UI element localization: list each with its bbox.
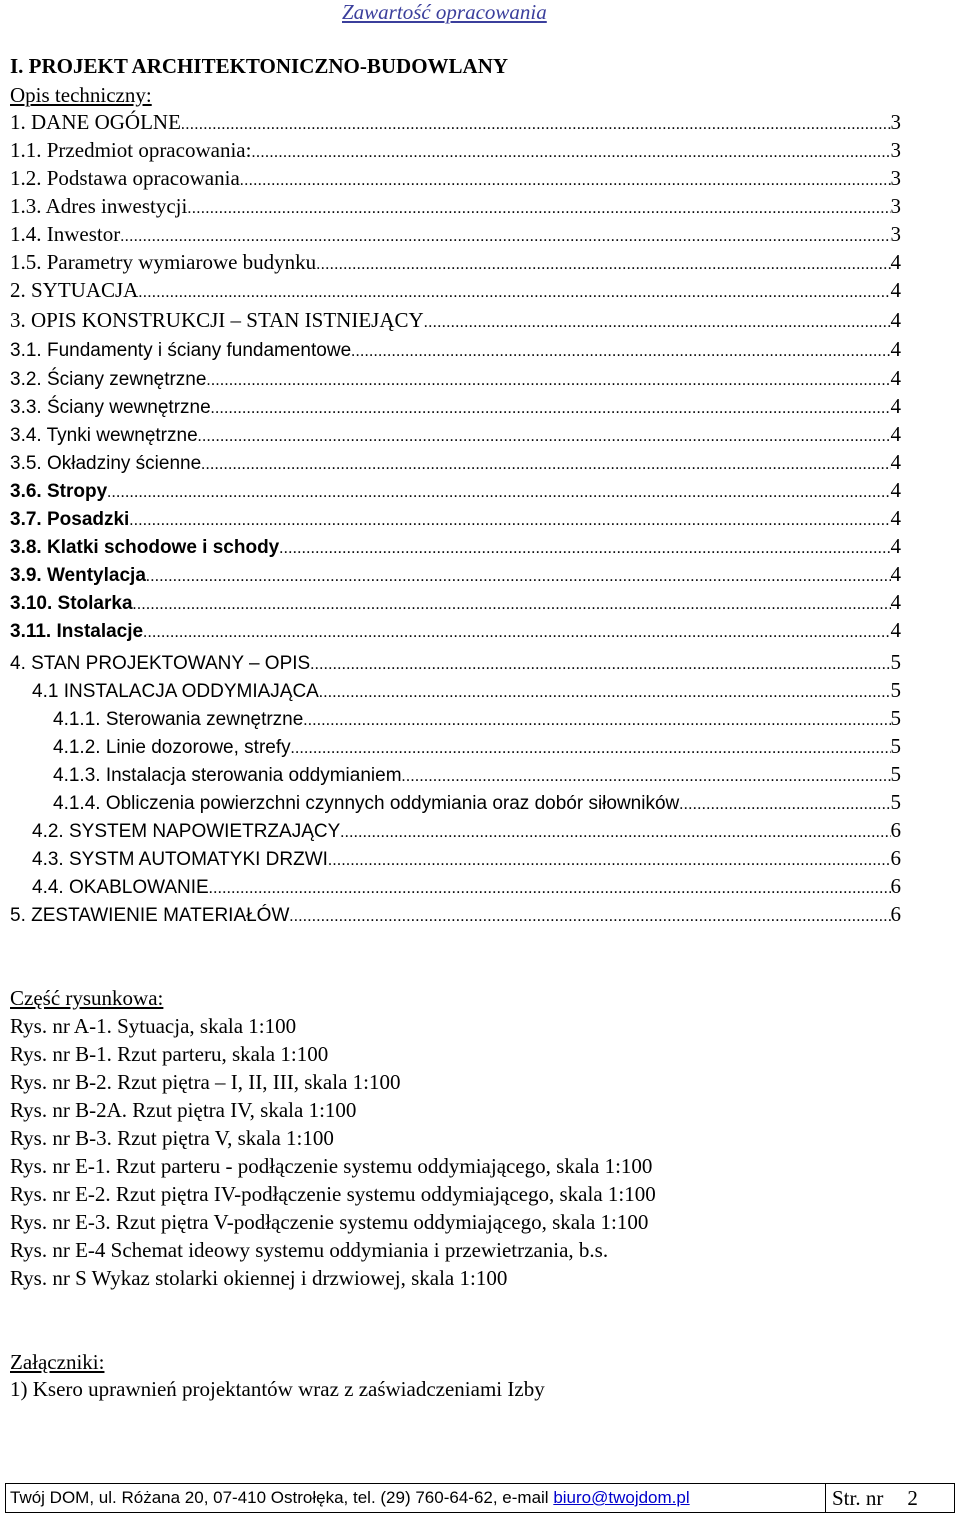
toc-entry[interactable] — [10, 588, 901, 616]
toc-entry[interactable] — [32, 816, 901, 844]
toc-entry[interactable] — [32, 844, 901, 872]
toc-page: 4 — [890, 450, 901, 474]
drawings-heading: Część rysunkowa: — [10, 986, 164, 1010]
toc-label: 4.1.3. Instalacja sterowania oddymianiem — [53, 765, 402, 786]
toc-leader — [303, 707, 890, 735]
toc-leader — [146, 563, 891, 591]
toc-label: 2. SYTUACJA — [10, 278, 139, 302]
page-number: 2 — [907, 1486, 918, 1510]
toc-label: 4.1.4. Obliczenia powierzchni czynnych oddymiania oraz dobór siłowników — [53, 793, 680, 814]
toc-page: 4 — [890, 337, 901, 361]
toc-label: 4.1.2. Linie dozorowe, strefy — [53, 737, 291, 758]
toc-leader — [340, 819, 890, 847]
toc-page: 3 — [890, 138, 901, 162]
toc-leader — [201, 451, 890, 479]
toc-page: 3 — [890, 194, 901, 218]
drawing-item: Rys. nr E-1. Rzut parteru - podłączenie systemu oddymiającego, skala 1:100 — [10, 1154, 653, 1178]
toc-page: 5 — [890, 790, 901, 814]
drawing-item: Rys. nr B-2A. Rzut piętra IV, skala 1:100 — [10, 1098, 357, 1122]
toc-entry[interactable] — [10, 392, 901, 420]
toc-page: 5 — [890, 734, 901, 758]
toc-leader — [138, 279, 890, 307]
toc-label: 5. ZESTAWIENIE MATERIAŁÓW — [10, 905, 290, 926]
toc-label: 4.4. OKABLOWANIE — [32, 877, 209, 898]
toc-entry[interactable] — [10, 220, 901, 248]
toc-label: 3.11. Instalacje — [10, 621, 144, 642]
toc-label: 3.4. Tynki wewnętrzne — [10, 425, 198, 446]
toc-page: 5 — [890, 762, 901, 786]
toc-page: 4 — [890, 534, 901, 558]
toc-page: 3 — [890, 166, 901, 190]
toc-label: 1.4. Inwestor — [10, 222, 121, 246]
toc-page: 3 — [890, 110, 901, 134]
toc-leader — [351, 338, 890, 366]
toc-leader — [424, 309, 891, 337]
footer-address — [6, 1484, 826, 1512]
toc-entry[interactable] — [10, 276, 901, 304]
page-header-title: Zawartość opracowania — [342, 0, 547, 24]
toc-label: 3.10. Stolarka — [10, 593, 133, 614]
toc-leader — [211, 395, 891, 423]
toc-leader — [289, 903, 890, 931]
toc-label: 1.3. Adres inwestycji — [10, 194, 188, 218]
toc-page: 4 — [890, 422, 901, 446]
toc-page: 4 — [890, 590, 901, 614]
toc-entry[interactable] — [10, 560, 901, 588]
toc-entry[interactable] — [53, 788, 901, 816]
toc-entry[interactable] — [10, 616, 901, 644]
toc-page: 5 — [890, 706, 901, 730]
toc-page: 5 — [890, 650, 901, 674]
toc-entry[interactable] — [10, 364, 901, 392]
toc-leader — [120, 223, 890, 251]
drawing-item: Rys. nr B-1. Rzut parteru, skala 1:100 — [10, 1042, 329, 1066]
toc-entry[interactable] — [53, 760, 901, 788]
toc-label: 3.2. Ściany zewnętrzne — [10, 369, 207, 390]
toc-entry[interactable] — [10, 164, 901, 192]
toc-leader — [316, 251, 890, 279]
toc-entry[interactable] — [10, 476, 901, 504]
toc-leader — [107, 479, 890, 507]
page-number-label: Str. nr — [832, 1486, 884, 1510]
toc-entry[interactable] — [53, 732, 901, 760]
page-footer — [5, 1483, 955, 1513]
toc-leader — [279, 535, 890, 563]
toc-page: 6 — [890, 846, 901, 870]
toc-leader — [251, 139, 890, 167]
toc-label: 1.1. Przedmiot opracowania: — [10, 138, 252, 162]
drawing-item: Rys. nr B-2. Rzut piętra – I, II, III, skala 1:100 — [10, 1070, 401, 1094]
toc-entry[interactable] — [10, 192, 901, 220]
toc-leader — [187, 195, 890, 223]
toc-label: 4.1 INSTALACJA ODDYMIAJĄCA — [32, 681, 319, 702]
toc-page: 6 — [890, 902, 901, 926]
toc-label: 4.2. SYSTEM NAPOWIETRZAJĄCY — [32, 821, 341, 842]
document-title: I. PROJEKT ARCHITEKTONICZNO-BUDOWLANY — [10, 54, 509, 78]
toc-label: 3. OPIS KONSTRUKCJI – STAN ISTNIEJĄCY — [10, 308, 424, 332]
toc-page: 4 — [890, 394, 901, 418]
drawing-item: Rys. nr E-4 Schemat ideowy systemu oddymiania i przewietrzania, b.s. — [10, 1238, 609, 1262]
toc-leader — [209, 875, 891, 903]
toc-leader — [133, 591, 891, 619]
toc-leader — [129, 507, 890, 535]
attachment-item: 1) Ksero uprawnień projektantów wraz z zaświadczeniami Izby — [10, 1377, 545, 1401]
toc-page: 5 — [890, 678, 901, 702]
toc-entry[interactable] — [32, 872, 901, 900]
attachments-heading: Załączniki: — [10, 1350, 105, 1374]
toc-leader — [319, 679, 891, 707]
toc-entry[interactable] — [10, 306, 901, 334]
toc-entry[interactable] — [10, 448, 901, 476]
toc-page: 4 — [890, 308, 901, 332]
toc-page: 4 — [890, 278, 901, 302]
toc-entry[interactable] — [10, 900, 901, 928]
toc-page: 4 — [890, 250, 901, 274]
footer-email-link[interactable]: biuro@twojdom.pl — [553, 1488, 690, 1507]
toc-label: 3.3. Ściany wewnętrzne — [10, 397, 211, 418]
toc-entry[interactable] — [10, 420, 901, 448]
opis-heading: Opis techniczny: — [10, 83, 152, 107]
toc-label: 3.8. Klatki schodowe i schody — [10, 537, 280, 558]
toc-leader — [143, 619, 890, 647]
toc-page: 4 — [890, 506, 901, 530]
toc-entry[interactable] — [10, 532, 901, 560]
toc-leader — [206, 367, 890, 395]
toc-label: 3.6. Stropy — [10, 481, 108, 502]
toc-leader — [198, 423, 891, 451]
toc-label: 1.5. Parametry wymiarowe budynku — [10, 250, 317, 274]
toc-label: 1.2. Podstawa opracowania — [10, 166, 240, 190]
toc-label: 3.5. Okładziny ścienne — [10, 453, 202, 474]
toc-label: 4.1.1. Sterowania zewnętrzne — [53, 709, 304, 730]
toc-leader — [679, 791, 890, 819]
toc-leader — [291, 735, 891, 763]
toc-leader — [181, 111, 891, 139]
toc-page: 4 — [890, 366, 901, 390]
footer-address-text: Twój DOM, ul. Różana 20, 07-410 Ostrołęka, tel. (29) 760-64-62, e-mail — [10, 1488, 554, 1507]
toc-leader — [402, 763, 891, 791]
toc-label: 3.9. Wentylacja — [10, 565, 146, 586]
drawing-item: Rys. nr E-3. Rzut piętra V-podłączenie systemu oddymiającego, skala 1:100 — [10, 1210, 649, 1234]
toc-label: 4.3. SYSTM AUTOMATYKI DRZWI — [32, 849, 328, 870]
toc-leader — [310, 651, 890, 679]
toc-entry[interactable] — [10, 248, 901, 276]
drawing-item: Rys. nr B-3. Rzut piętra V, skala 1:100 — [10, 1126, 334, 1150]
toc-leader — [328, 847, 891, 875]
toc-page: 4 — [890, 478, 901, 502]
toc-entry[interactable] — [10, 136, 901, 164]
toc-entry[interactable] — [10, 504, 901, 532]
toc-label: 3.7. Posadzki — [10, 509, 130, 530]
drawing-item: Rys. nr A-1. Sytuacja, skala 1:100 — [10, 1014, 297, 1038]
toc-entry[interactable] — [53, 704, 901, 732]
toc-leader — [240, 167, 891, 195]
toc-page: 4 — [890, 618, 901, 642]
drawing-item: Rys. nr E-2. Rzut piętra IV-podłączenie systemu oddymiającego, skala 1:100 — [10, 1182, 656, 1206]
toc-label: 1. DANE OGÓLNE — [10, 110, 181, 134]
toc-entry[interactable] — [32, 676, 901, 704]
toc-page: 3 — [890, 222, 901, 246]
toc-label: 4. STAN PROJEKTOWANY – OPIS — [10, 653, 311, 674]
toc-page: 6 — [890, 874, 901, 898]
toc-entry[interactable] — [10, 108, 901, 136]
toc-page: 6 — [890, 818, 901, 842]
drawing-item: Rys. nr S Wykaz stolarki okiennej i drzwiowej, skala 1:100 — [10, 1266, 508, 1290]
toc-entry[interactable] — [10, 335, 901, 363]
footer-page-box — [826, 1484, 954, 1512]
toc-page: 4 — [890, 562, 901, 586]
toc-entry[interactable] — [10, 648, 901, 676]
toc-label: 3.1. Fundamenty i ściany fundamentowe — [10, 340, 352, 361]
